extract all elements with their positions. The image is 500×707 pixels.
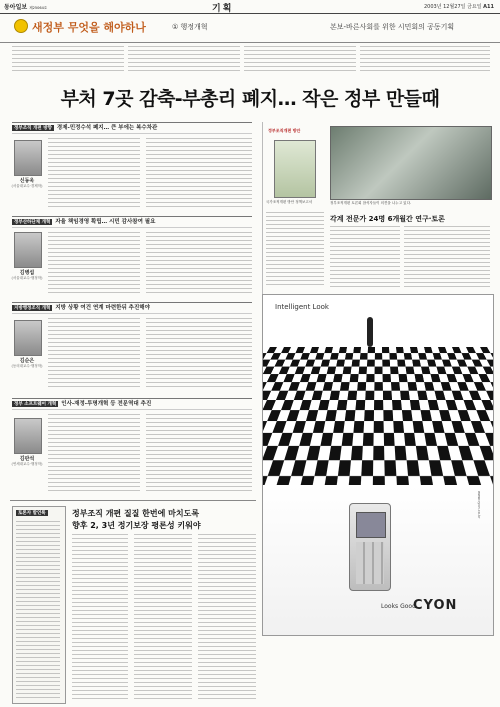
article-text bbox=[146, 318, 252, 390]
avatar bbox=[14, 140, 42, 176]
lead-text-4 bbox=[360, 46, 490, 72]
person-role: (서울대교수·행정학) bbox=[11, 276, 43, 280]
article-text bbox=[266, 212, 324, 288]
avatar bbox=[14, 232, 42, 268]
book-label: 정부조직개편 방안 bbox=[268, 128, 301, 133]
person-name: 김판석 bbox=[19, 456, 35, 462]
person-name: 김병섭 bbox=[19, 270, 35, 276]
bottom-subheadline: 향후 2, 3년 정기보장 평론성 키워야 bbox=[72, 521, 201, 530]
divider bbox=[10, 500, 256, 501]
cyon-advertisement bbox=[262, 294, 494, 636]
section-bar-4: 정부 소프트웨어 개혁 인사-재정-투명개혁 등 전문역대 추진 bbox=[12, 398, 252, 410]
ad-sky bbox=[263, 311, 493, 341]
photo-caption: 정부조직개편 토론회 참석자들이 의견을 나누고 있다. bbox=[330, 201, 412, 205]
phone-keypad bbox=[356, 542, 384, 584]
article-text bbox=[48, 318, 140, 390]
brand-logo: CYON bbox=[413, 598, 458, 613]
bottom-headline: 정부조직 개편 질질 한번에 마치도록 bbox=[72, 509, 200, 518]
person-name: 신동욱 bbox=[19, 178, 35, 184]
emblem-icon bbox=[14, 19, 28, 33]
page-section-title: 기획 bbox=[212, 4, 234, 14]
discussion-box bbox=[12, 506, 66, 704]
article-text bbox=[72, 534, 128, 700]
ad-url: www.cyon.co.kr bbox=[477, 491, 481, 519]
box-label: 토론자 발언록 bbox=[18, 511, 46, 516]
avatar bbox=[14, 320, 42, 356]
article-text bbox=[146, 138, 252, 208]
section-bar-3: 지방행정조직 개혁 지방 상황 여건 연계 마련한뒤 추진해야 bbox=[12, 302, 252, 314]
box-text bbox=[16, 521, 60, 699]
ad-brand-tag: Looks Good bbox=[381, 603, 416, 610]
page-date: 2003년 12월27일 금요일 A11 bbox=[423, 4, 494, 10]
article-text bbox=[48, 414, 140, 492]
article-text bbox=[404, 226, 490, 288]
article-text bbox=[198, 534, 256, 700]
section-bar-1: 정부조직 개편 방향 경제-민정수석 폐지… 큰 부에는 복수차관 bbox=[12, 122, 252, 134]
meeting-photo bbox=[330, 126, 492, 200]
ad-tagline: Intelligent Look bbox=[275, 303, 329, 311]
person-role: (동의대교수·행정학) bbox=[11, 364, 43, 368]
section-bar-2: 정부산하단체 개혁 자율 책임경영 확립… 시민 감사참여 필요 bbox=[12, 216, 252, 228]
article-title: 각계 전문가 24명 6개월간 연구·토론 bbox=[330, 215, 445, 223]
article-text bbox=[48, 138, 140, 208]
book-cover-image bbox=[274, 140, 316, 198]
figure-silhouette bbox=[367, 317, 373, 347]
article-text bbox=[134, 534, 192, 700]
phone-screen bbox=[356, 512, 386, 538]
article-text bbox=[146, 232, 252, 294]
person-role: (연세대교수·행정학) bbox=[11, 462, 43, 466]
masthead: 동아일보 제25064호 bbox=[4, 4, 48, 11]
person-name: 김순은 bbox=[19, 358, 35, 364]
lead-text-2 bbox=[128, 46, 240, 72]
article-text bbox=[146, 414, 252, 492]
article-text bbox=[48, 232, 140, 294]
book-caption: 국가조직개편 방안 정책보고서 bbox=[266, 200, 313, 204]
series-number: ① 행정개혁 bbox=[172, 23, 208, 31]
article-text bbox=[330, 226, 400, 288]
lead-text-3 bbox=[244, 46, 356, 72]
series-title: 새정부 무엇을 해야하나 bbox=[32, 21, 146, 34]
phone-image bbox=[349, 503, 391, 591]
main-headline: 부처 7곳 감축-부총리 폐지… 작은 정부 만들때 bbox=[60, 88, 440, 110]
lead-text bbox=[12, 46, 124, 72]
person-role: (서울대교수·경제학) bbox=[11, 184, 43, 188]
avatar bbox=[14, 418, 42, 454]
series-partner: 본보-바른사회를 위한 시민회의 공동기획 bbox=[330, 23, 455, 31]
